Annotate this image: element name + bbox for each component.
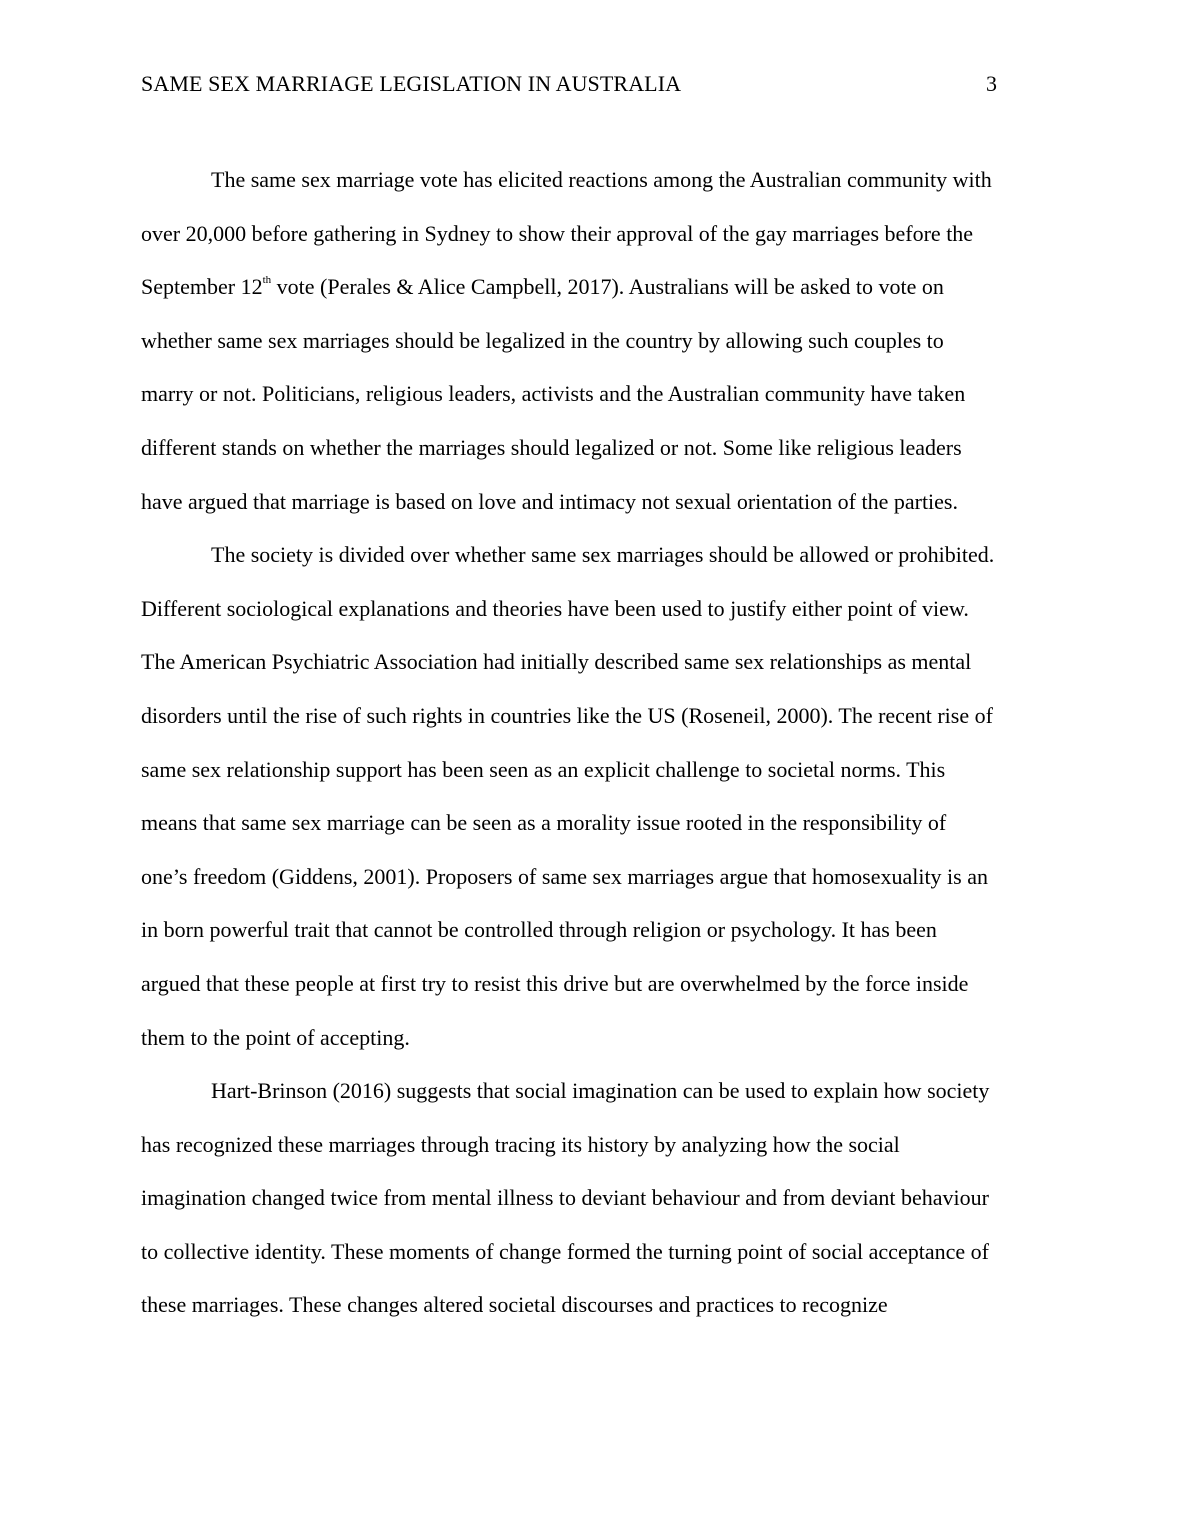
running-head: SAME SEX MARRIAGE LEGISLATION IN AUSTRALIA: [141, 71, 682, 96]
paragraph-2-line-7: one’s freedom (Giddens, 2001). Proposers of same sex marriages argue that homosexuality is an: [141, 863, 988, 889]
paragraph-2-line-6: means that same sex marriage can be seen as a morality issue rooted in the responsibility of: [141, 810, 947, 836]
paragraph-3-line-2: has recognized these marriages through tracing its history by analyzing how the social: [141, 1131, 900, 1157]
paragraph-1-line-7: have argued that marriage is based on love and intimacy not sexual orientation of the parties.: [141, 488, 958, 514]
paragraph-1-line-3: [141, 272, 1051, 326]
paragraph-2-line-8: in born powerful trait that cannot be controlled through religion or psychology. It has been: [141, 917, 937, 943]
paragraph-1-line-1: The same sex marriage vote has elicited reactions among the Australian community with: [211, 167, 992, 192]
paragraph-2-line-1: The society is divided over whether same sex marriages should be allowed or prohibited.: [211, 542, 995, 568]
paragraph-2-line-3: The American Psychiatric Association had initially described same sex relationships as mental: [141, 649, 972, 675]
paragraph-3-line-1: Hart-Brinson (2016) suggests that social imagination can be used to explain how society: [211, 1078, 990, 1104]
paragraph-1-line-6: different stands on whether the marriages should legalized or not. Some like religious leaders: [141, 434, 962, 460]
line-remainder: vote (Perales & Alice Campbell, 2017). Australians will be asked to vote on: [271, 274, 944, 300]
paragraph-2-line-5: same sex relationship support has been seen as an explicit challenge to societal norms. This: [141, 756, 946, 782]
page-number: 3: [986, 71, 997, 96]
paragraph-3-line-3: imagination changed twice from mental illness to deviant behaviour and from deviant behaviour: [141, 1185, 989, 1211]
paragraph-3-line-5: these marriages. These changes altered societal discourses and practices to recognize: [141, 1292, 888, 1318]
paragraph-2-line-10: them to the point of accepting.: [141, 1024, 410, 1050]
paragraph-2-line-9: argued that these people at first try to resist this drive but are overwhelmed by the force inside: [141, 970, 969, 996]
paragraph-3-line-4: to collective identity. These moments of change formed the turning point of social acceptance of: [141, 1238, 989, 1264]
paragraph-2-line-4: disorders until the rise of such rights in countries like the US (Roseneil, 2000). The recent rise of: [141, 702, 993, 728]
ordinal-superscript: th: [262, 273, 272, 286]
paragraph-2-line-2: Different sociological explanations and theories have been used to justify either point of view.: [141, 595, 969, 621]
paragraph-1-line-5: marry or not. Politicians, religious leaders, activists and the Australian community have taken: [141, 381, 966, 407]
date-text: September 12: [141, 274, 263, 300]
paragraph-1-line-2: over 20,000 before gathering in Sydney to show their approval of the gay marriages before the: [141, 220, 974, 246]
paragraph-1-line-4: whether same sex marriages should be legalized in the country by allowing such couples to: [141, 327, 944, 353]
body-text: [141, 165, 1051, 1344]
